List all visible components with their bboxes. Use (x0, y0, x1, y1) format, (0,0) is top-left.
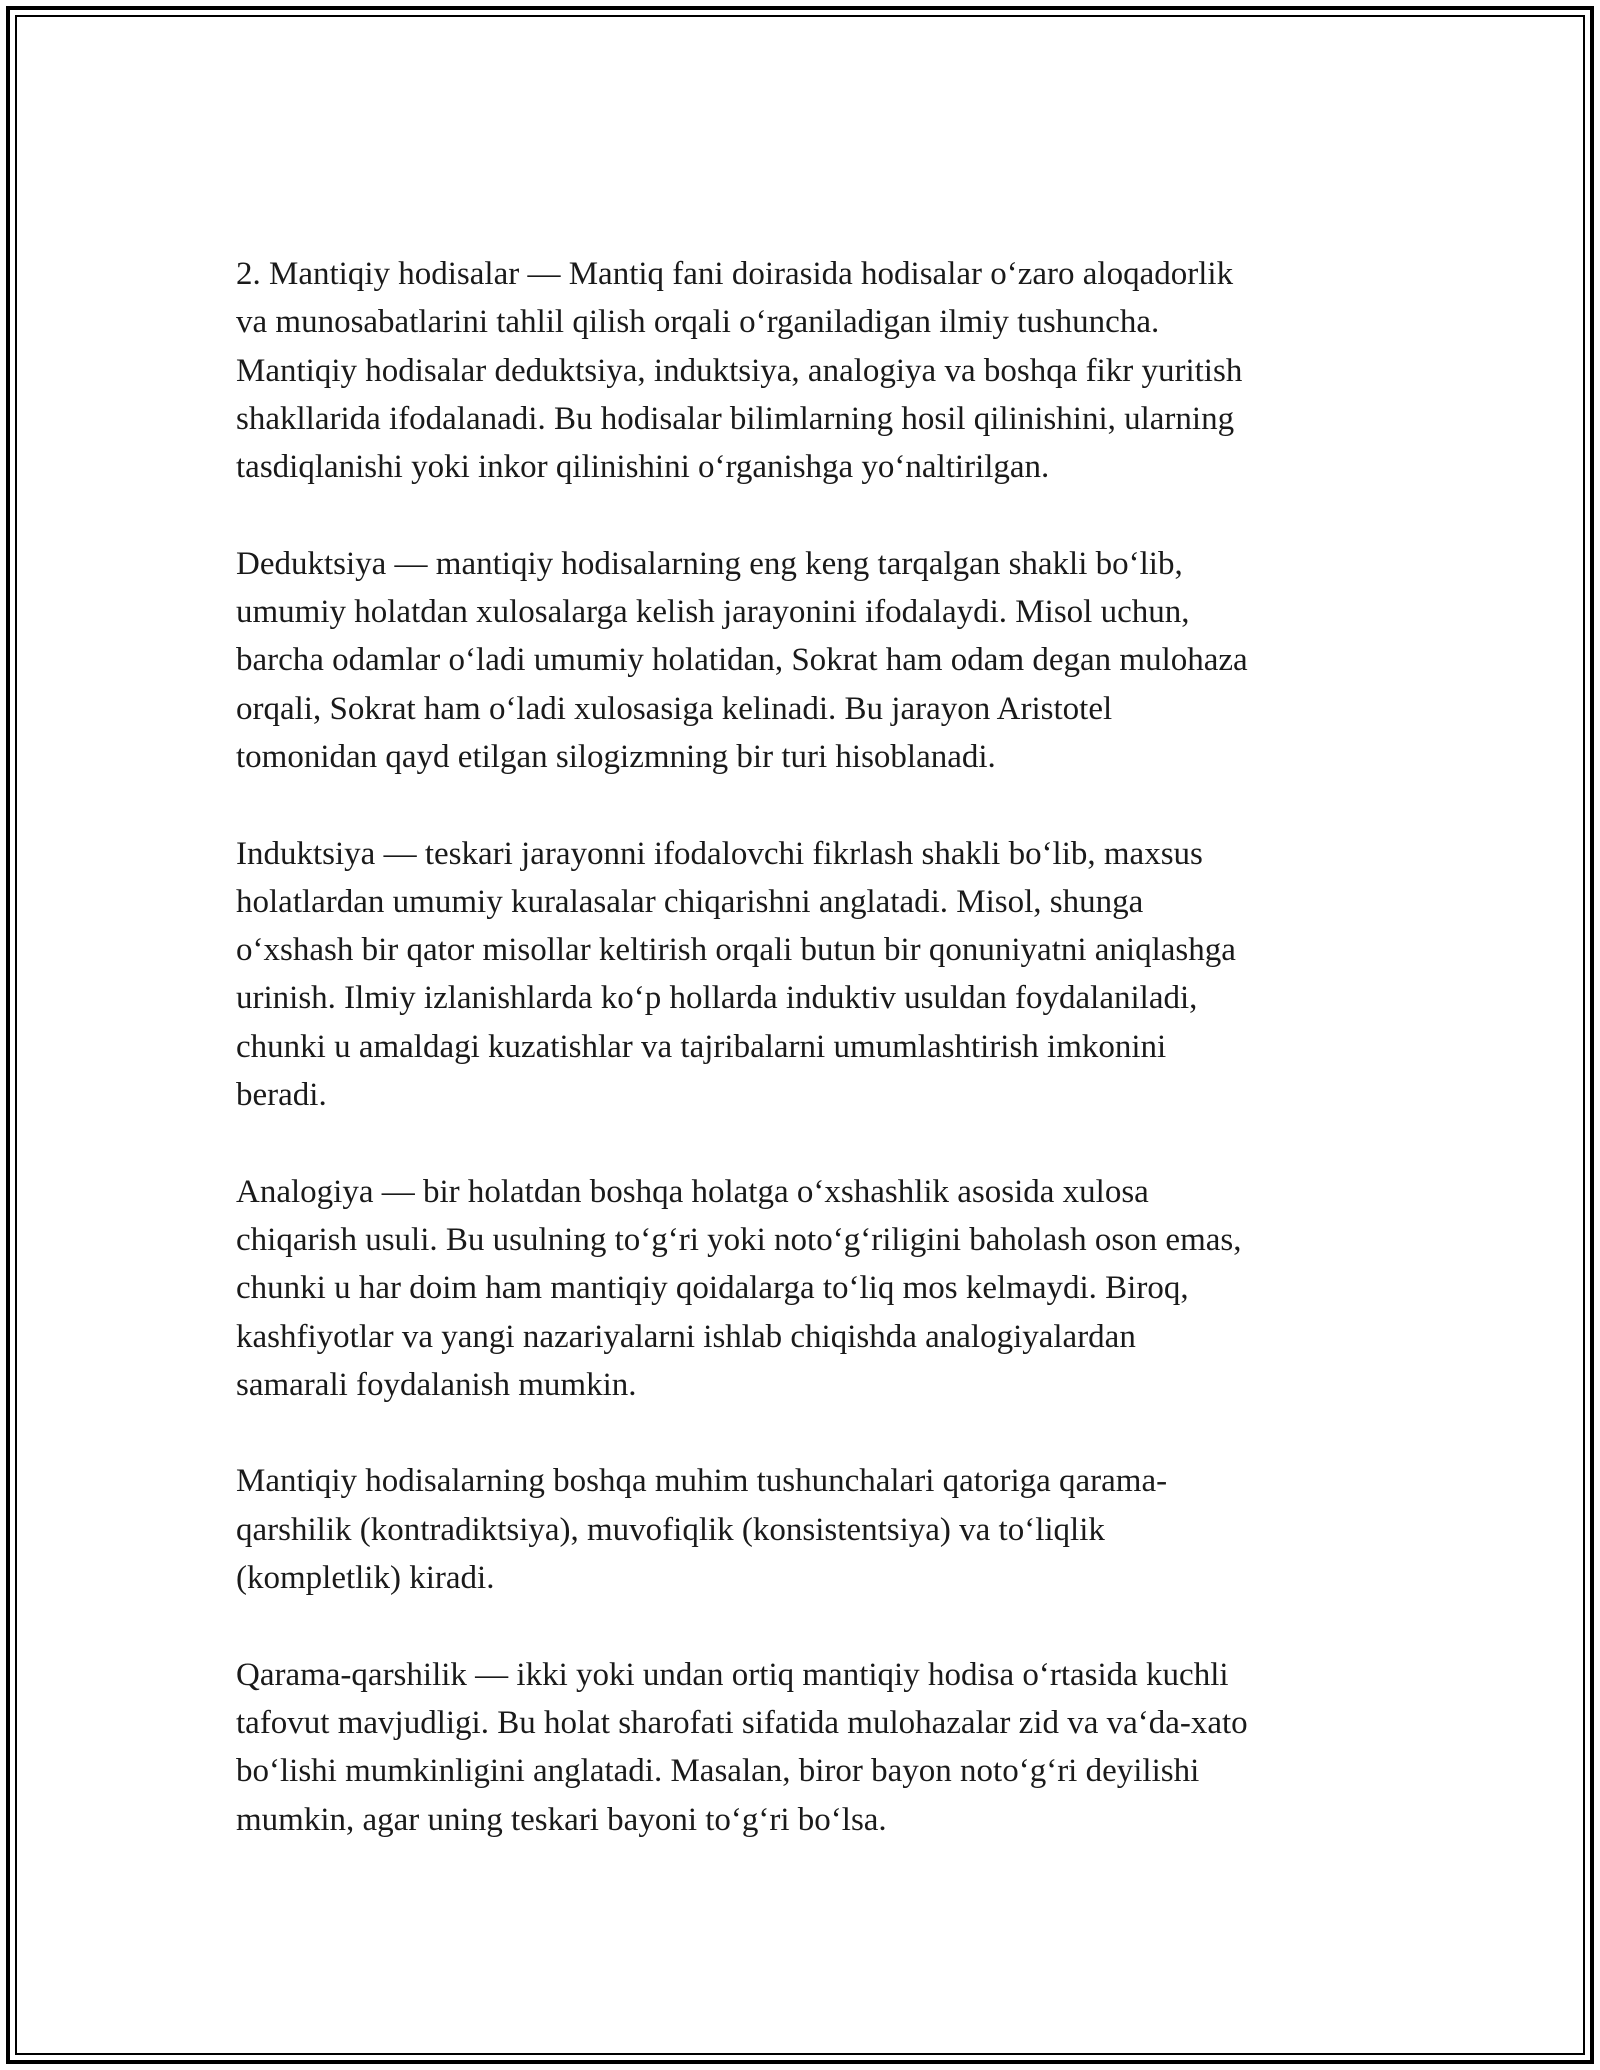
text-line: orqali, Sokrat ham o‘ladi xulosasiga kelinadi. Bu jarayon Aristotel (236, 690, 1113, 727)
text-line: Analogiya — bir holatdan boshqa holatga o‘xshashlik asosida xulosa (236, 1173, 1149, 1210)
text-line: barcha odamlar o‘ladi umumiy holatidan, Sokrat ham odam degan mulohaza (236, 642, 1248, 679)
paragraph (236, 1457, 1376, 1602)
text-line: tasdiqlanishi yoki inkor qilinishini o‘rganishga yo‘naltirilgan. (236, 449, 1050, 486)
text-line: chunki u amaldagi kuzatishlar va tajribalarni umumlashtirish imkonini (236, 1028, 1167, 1065)
text-line: shakllarida ifodalanadi. Bu hodisalar bilimlarning hosil qilinishini, ularning (236, 400, 1235, 437)
paragraph (236, 250, 1376, 491)
paragraph (236, 1168, 1376, 1409)
text-line: holatlardan umumiy kuralasalar chiqarishni anglatadi. Misol, shunga (236, 883, 1144, 920)
text-line: Induktsiya — teskari jarayonni ifodalovchi fikrlash shakli bo‘lib, maxsus (236, 835, 1203, 872)
text-line: qarshilik (kontradiktsiya), muvofiqlik (konsistentsiya) va to‘liqlik (236, 1511, 1105, 1548)
text-line: va munosabatlarini tahlil qilish orqali o‘rganiladigan ilmiy tushuncha. (236, 304, 1160, 341)
text-line: kashfiyotlar va yangi nazariyalarni ishlab chiqishda analogiyalardan (236, 1318, 1136, 1355)
text-line: Deduktsiya — mantiqiy hodisalarning eng keng tarqalgan shakli bo‘lib, (236, 545, 1183, 582)
text-line: umumiy holatdan xulosalarga kelish jarayonini ifodalaydi. Misol uchun, (236, 594, 1190, 631)
document-body (236, 250, 1376, 1892)
text-line: chiqarish usuli. Bu usulning to‘g‘ri yoki noto‘g‘riligini baholash oson emas, (236, 1221, 1242, 1258)
text-line: Mantiqiy hodisalarning boshqa muhim tushunchalari qatoriga qarama- (236, 1463, 1168, 1500)
text-line: urinish. Ilmiy izlanishlarda ko‘p hollarda induktiv usuldan foydalaniladi, (236, 980, 1198, 1017)
text-line: Mantiqiy hodisalar deduktsiya, induktsiya, analogiya va boshqa fikr yuritish (236, 352, 1243, 389)
paragraph (236, 830, 1376, 1120)
text-line: samarali foydalanish mumkin. (236, 1366, 637, 1403)
text-line: (kompletlik) kiradi. (236, 1560, 495, 1597)
text-line: Qarama-qarshilik — ikki yoki undan ortiq mantiqiy hodisa o‘rtasida kuchli (236, 1656, 1229, 1693)
text-line: beradi. (236, 1077, 327, 1114)
text-line: tafovut mavjudligi. Bu holat sharofati sifatida mulohazalar zid va va‘da-xato (236, 1704, 1248, 1741)
paragraph (236, 1651, 1376, 1844)
text-line: chunki u har doim ham mantiqiy qoidalarga to‘liq mos kelmaydi. Biroq, (236, 1270, 1189, 1307)
text-line: 2. Mantiqiy hodisalar — Mantiq fani doirasida hodisalar o‘zaro aloqadorlik (236, 256, 1234, 292)
text-line: bo‘lishi mumkinligini anglatadi. Masalan, biror bayon noto‘g‘ri deyilishi (236, 1753, 1200, 1790)
paragraph (236, 540, 1376, 781)
text-line: tomonidan qayd etilgan silogizmning bir turi hisoblanadi. (236, 738, 996, 775)
text-line: o‘xshash bir qator misollar keltirish orqali butun bir qonuniyatni aniqlashga (236, 932, 1236, 969)
text-line: mumkin, agar uning teskari bayoni to‘g‘ri bo‘lsa. (236, 1801, 887, 1838)
